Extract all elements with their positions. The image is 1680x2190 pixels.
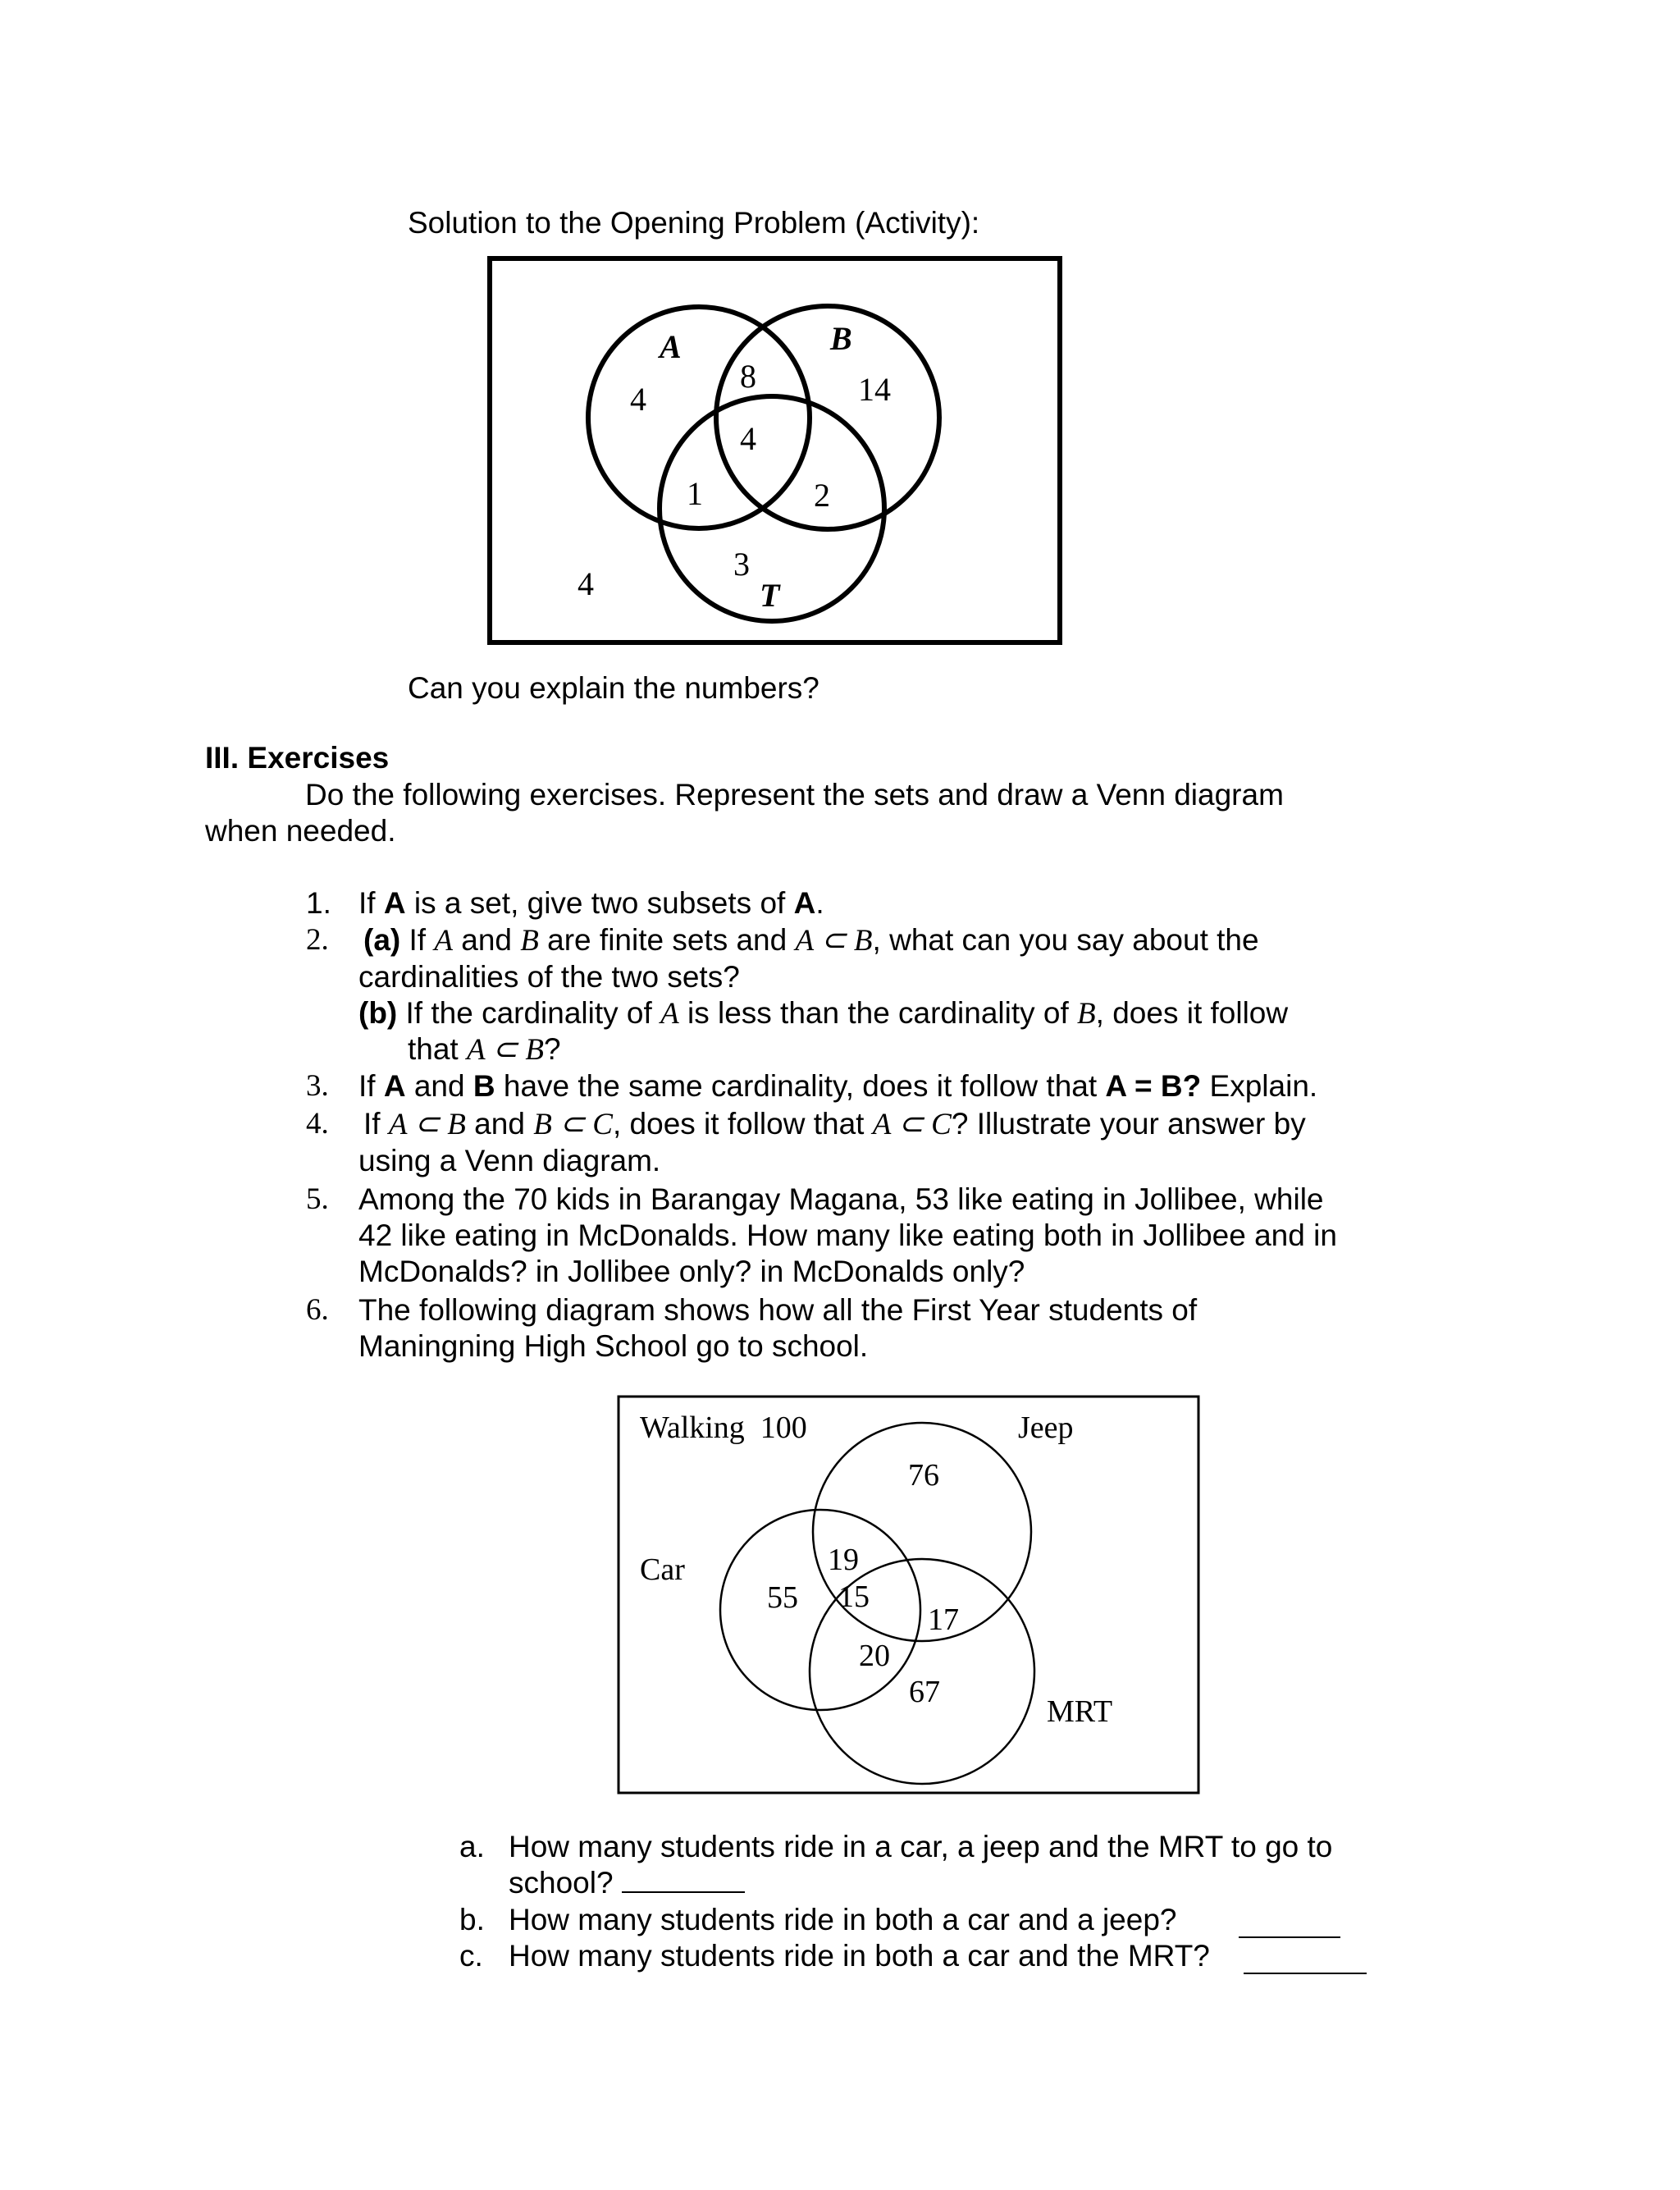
opening-venn-value-ab-only: 8 bbox=[740, 358, 756, 395]
exercise-4: If A ⊂ B and B ⊂ C, does it follow that A ⊂ C? Illustrate your answer by bbox=[363, 1107, 1306, 1141]
exercise-6-line2: Maningning High School go to school. bbox=[358, 1329, 869, 1363]
transport-venn-label-walking: Walking 100 bbox=[640, 1410, 807, 1445]
transport-venn-value-jeep-only: 76 bbox=[908, 1458, 939, 1493]
subquestion-a-line1: How many students ride in a car, a jeep and the MRT to go to bbox=[509, 1830, 1333, 1863]
subquestion-c: How many students ride in both a car and the MRT? bbox=[509, 1939, 1210, 1973]
subquestion-b: How many students ride in both a car and a jeep? bbox=[509, 1903, 1177, 1936]
exercise-3: If A and B have the same cardinality, does it follow that A = B? Explain. bbox=[358, 1069, 1318, 1103]
transport-venn-value-car-mrt: 20 bbox=[859, 1639, 890, 1673]
exercise-5-line2: 42 like eating in McDonalds. How many like eating both in Jollibee and in bbox=[358, 1218, 1337, 1252]
transport-venn-value-car-jeep-mrt: 15 bbox=[838, 1580, 870, 1614]
exercise-2b-line2: that A ⊂ B? bbox=[408, 1032, 561, 1067]
opening-venn-value-t-only: 3 bbox=[733, 546, 750, 583]
transport-venn-label-jeep: Jeep bbox=[1018, 1410, 1074, 1445]
subquestion-c-letter: c. bbox=[459, 1939, 483, 1973]
opening-venn-value-outside: 4 bbox=[578, 565, 594, 602]
exercise-2a: (a) If A and B are finite sets and A ⊂ B, what can you say about the bbox=[363, 923, 1259, 958]
subquestion-a-line2: school? bbox=[509, 1865, 745, 1901]
exercises-intro-line2: when needed. bbox=[205, 814, 396, 848]
subquestion-a-letter: a. bbox=[459, 1830, 485, 1863]
exercises-intro-line1: Do the following exercises. Represent the sets and draw a Venn diagram bbox=[305, 778, 1284, 812]
opening-venn-label-b: B bbox=[830, 320, 852, 357]
item-number-1: 1. bbox=[306, 886, 331, 920]
item-number-4: 4. bbox=[306, 1107, 329, 1141]
transport-venn-universe bbox=[619, 1397, 1198, 1793]
item-number-3: 3. bbox=[306, 1069, 329, 1103]
opening-venn-label-t: T bbox=[760, 577, 780, 614]
exercise-2b: (b) If the cardinality of A is less than the cardinality of B, does it follow bbox=[358, 996, 1289, 1031]
opening-venn-value-abt: 4 bbox=[740, 420, 756, 457]
item-number-5: 5. bbox=[306, 1182, 329, 1216]
exercises-heading: III. Exercises bbox=[205, 741, 390, 775]
item-number-6: 6. bbox=[306, 1293, 329, 1327]
opening-venn-value-b-only: 14 bbox=[858, 371, 891, 408]
transport-venn-value-car-only: 55 bbox=[767, 1580, 798, 1615]
answer-blank-b[interactable] bbox=[1239, 1902, 1340, 1938]
item-number-2: 2. bbox=[306, 923, 329, 957]
transport-venn-value-mrt-only: 67 bbox=[909, 1675, 940, 1709]
opening-venn-value-a-only: 4 bbox=[630, 381, 646, 418]
exercise-5-line1: Among the 70 kids in Barangay Magana, 53 like eating in Jollibee, while bbox=[358, 1182, 1324, 1216]
transport-venn-label-car: Car bbox=[640, 1552, 685, 1587]
opening-venn-value-bt-only: 2 bbox=[814, 477, 830, 514]
exercise-6-line1: The following diagram shows how all the First Year students of bbox=[358, 1293, 1198, 1327]
transport-venn-value-jeep-mrt: 17 bbox=[928, 1602, 959, 1637]
transport-venn-label-mrt: MRT bbox=[1047, 1694, 1113, 1729]
transport-venn-value-car-jeep: 19 bbox=[828, 1543, 859, 1577]
answer-blank-a[interactable] bbox=[622, 1867, 745, 1893]
opening-question: Can you explain the numbers? bbox=[408, 671, 819, 705]
exercise-2a-line2: cardinalities of the two sets? bbox=[358, 960, 740, 994]
answer-blank-c[interactable] bbox=[1244, 1938, 1367, 1974]
subquestion-b-letter: b. bbox=[459, 1903, 485, 1936]
exercise-5-line3: McDonalds? in Jollibee only? in McDonalds only? bbox=[358, 1255, 1025, 1288]
opening-venn-label-a: A bbox=[660, 328, 682, 365]
exercise-4-line2: using a Venn diagram. bbox=[358, 1144, 661, 1177]
exercise-1: If A is a set, give two subsets of A. bbox=[358, 886, 824, 920]
transport-venn-circle-car bbox=[720, 1510, 920, 1710]
opening-title: Solution to the Opening Problem (Activity): bbox=[408, 206, 980, 240]
opening-venn-value-at-only: 1 bbox=[687, 475, 703, 512]
